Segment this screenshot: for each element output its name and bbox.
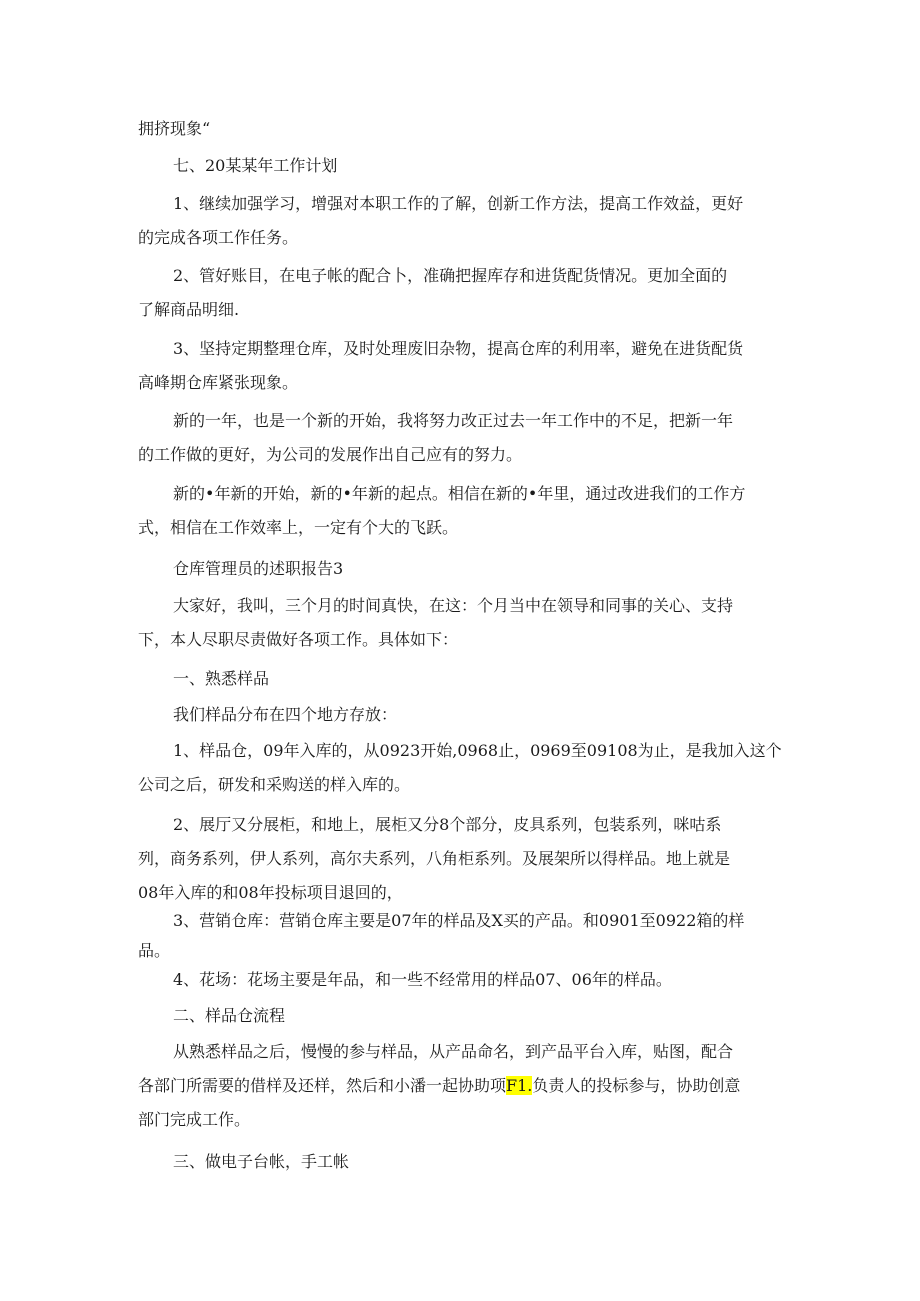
paragraph-process	[138, 1035, 780, 1137]
text-line: 式，相信在工作效率上，一定有个大的飞跃。	[138, 518, 459, 537]
section-heading-process	[138, 999, 780, 1033]
text-line: 高峰期仓库紧张现象。	[138, 373, 299, 392]
text-line: 3、营销仓库：营销仓库主要是07年的样品及X买的产品。和0901至0922箱的样	[173, 911, 745, 930]
plan-item-1	[138, 187, 780, 255]
text-line	[138, 1069, 780, 1103]
section-heading-plan	[138, 149, 780, 183]
text-line: 一、熟悉样品	[173, 669, 270, 688]
text-line: 08年入库的和08年投标项目退回的，	[138, 883, 403, 902]
text-line: 的完成各项工作任务。	[138, 228, 299, 247]
section-heading-samples	[138, 662, 780, 696]
text-segment: 各部门所需要的借样及还样，然后和小潘一起协助项	[138, 1076, 507, 1095]
text-line: 仓库管理员的述职报告3	[173, 559, 344, 578]
text-line: 1、样品仓，09年入库的，从0923开始,0968止，0969至09108为止，是我加入这个	[173, 741, 782, 760]
plan-item-3	[138, 332, 780, 400]
text-line: 的工作做的更好，为公司的发展作出自己应有的努力。	[138, 445, 523, 464]
report-title	[138, 552, 780, 586]
sample-item-2	[138, 808, 780, 906]
sample-item-3	[138, 904, 780, 964]
text-line: 新的•年新的开始，新的•年新的起点。相信在新的•年里，通过改进我们的工作方	[173, 484, 746, 503]
text-line: 品。	[138, 941, 171, 960]
text-line: 七、20某某年工作计划	[173, 156, 338, 175]
paragraph-continuation	[138, 112, 780, 146]
text-line: 2、展厅又分展柜，和地上，展柜又分8个部分，皮具系列，包装系列，咪咕系	[173, 815, 722, 834]
text-line: 了解商品明细.	[138, 300, 240, 319]
text-line: 三、做电子台帐，手工帐	[173, 1152, 350, 1171]
text-line: 3、坚持定期整理仓库，及时处理废旧杂物，提高仓库的利用率，避免在进货配货	[173, 339, 744, 358]
text-line: 拥挤现象“	[138, 119, 211, 138]
text-line: 新的一年，也是一个新的开始，我将努力改正过去一年工作中的不足，把新一年	[173, 411, 734, 430]
sample-item-1	[138, 734, 780, 802]
text-line: 公司之后，研发和采购送的样入库的。	[138, 775, 411, 794]
text-line: 二、样品仓流程	[173, 1006, 286, 1025]
text-line: 下，本人尽职尽责做好各项工作。具体如下：	[138, 630, 459, 649]
text-segment: 负责人的投标参与，协助创意	[532, 1076, 741, 1095]
text-line: 大家好，我叫，三个月的时间真快，在这：个月当中在领导和同事的关心、支持	[173, 596, 734, 615]
text-line: 2、管好账目，在电子帐的配合卜，准确把握库存和进货配货情况。更加全面的	[173, 266, 728, 285]
section-heading-ledger	[138, 1145, 780, 1179]
text-line: 1、继续加强学习，增强对本职工作的了解，创新工作方法，提高工作效益，更好	[173, 194, 744, 213]
text-line: 我们样品分布在四个地方存放：	[173, 705, 398, 724]
text-line: 从熟悉样品之后，慢慢的参与样品，从产品命名，到产品平台入库，贴图，配合	[173, 1042, 734, 1061]
paragraph-sample-locations	[138, 698, 780, 732]
paragraph-new-start	[138, 477, 780, 545]
plan-item-2	[138, 259, 780, 327]
paragraph-greeting	[138, 589, 780, 657]
highlighted-text: F1.	[506, 1076, 533, 1095]
paragraph-new-year	[138, 404, 780, 472]
text-line: 部门完成工作。	[138, 1110, 251, 1129]
sample-item-4	[138, 963, 780, 997]
text-line: 4、花场：花场主要是年品，和一些不经常用的样品07、06年的样品。	[173, 970, 672, 989]
text-line: 列，商务系列，伊人系列，高尔夫系列，八角柜系列。及展架所以得样品。地上就是	[138, 849, 731, 868]
